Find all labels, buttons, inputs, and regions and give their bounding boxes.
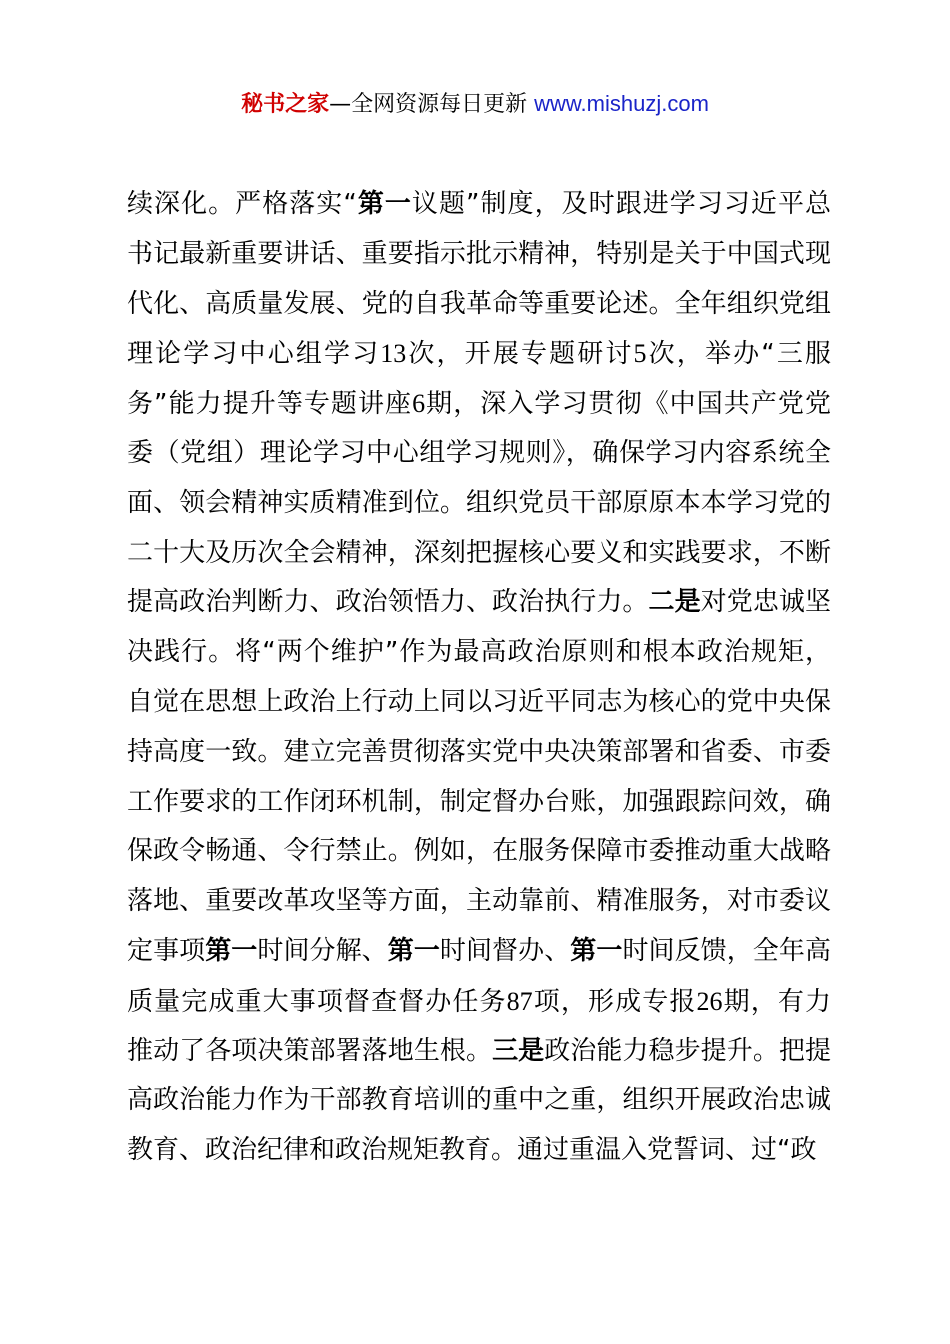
emphasis-text: 第一 <box>387 935 440 966</box>
body-line <box>127 180 831 230</box>
number-text: 6 <box>412 389 426 419</box>
text-run: 决践行。将“两个维护”作为最高政治原则和根本政治规矩， <box>127 637 831 668</box>
site-tagline: —全网资源每日更新 <box>329 92 535 117</box>
text-run: 时间反馈，全年高 <box>622 935 831 966</box>
text-run: 保政令畅通、令行禁止。例如，在服务保障市委推动重大战略 <box>127 836 831 867</box>
text-run: 时间督办、 <box>439 935 571 966</box>
text-run: 次，举办“三服 <box>646 339 831 370</box>
text-run: 理论学习中心组学习 <box>127 339 381 370</box>
text-run: 时间分解、 <box>257 935 388 966</box>
body-line <box>127 977 831 1027</box>
body-line <box>127 628 831 678</box>
body-line <box>127 778 831 828</box>
body-line <box>127 827 831 877</box>
emphasis-text: 第一 <box>205 935 258 966</box>
body-line <box>127 1027 831 1077</box>
number-text: 5 <box>633 339 647 369</box>
body-line <box>127 877 831 927</box>
emphasis-text: 第一 <box>356 189 412 219</box>
text-run: 代化、高质量发展、党的自我革命等重要论述。全年组织党组 <box>127 288 831 319</box>
site-header <box>0 88 950 121</box>
text-run: 推动了各项决策部署落地生根。 <box>127 1035 493 1066</box>
text-run: 对党忠诚坚 <box>700 587 831 618</box>
text-run: 落地、重要改革攻坚等方面，主动靠前、精准服务，对市委议 <box>127 886 831 917</box>
number-text: 87 <box>506 986 533 1016</box>
emphasis-text: 三是 <box>492 1035 545 1066</box>
text-run: 二十大及历次全会精神，深刻把握核心要义和实践要求，不断 <box>127 537 831 568</box>
document-body <box>127 180 831 1176</box>
text-run: 工作要求的工作闭环机制，制定督办台账，加强跟踪问效，确 <box>127 786 831 817</box>
text-run: 项，形成专报 <box>532 986 697 1017</box>
text-run: 教育、政治纪律和政治规矩教育。通过重温入党誓词、过“政 <box>127 1135 817 1166</box>
text-run: 提高政治判断力、政治领悟力、政治执行力。 <box>127 587 649 618</box>
text-run: 持高度一致。建立完善贯彻落实党中央决策部署和省委、市委 <box>127 736 831 767</box>
body-line <box>127 1126 831 1176</box>
text-run: 续深化。严格落实“ <box>127 189 357 219</box>
site-brand: 秘书之家 <box>241 92 330 117</box>
text-run: 质量完成重大事项督查督办任务 <box>127 986 507 1017</box>
text-run: 议题”制度，及时跟进学习习近平总 <box>411 189 831 219</box>
emphasis-text: 二是 <box>648 587 701 618</box>
body-line <box>127 429 831 479</box>
body-line <box>127 927 831 977</box>
text-run: 务”能力提升等专题讲座 <box>127 389 413 420</box>
body-line <box>127 280 831 330</box>
body-line <box>127 379 831 429</box>
text-run: 政治能力稳步提升。把提 <box>544 1035 831 1066</box>
body-line <box>127 1076 831 1126</box>
text-run: 高政治能力作为干部教育培训的重中之重，组织开展政治忠诚 <box>127 1085 831 1116</box>
number-text: 26 <box>696 986 723 1016</box>
site-url-link[interactable]: www.mishuzj.com <box>534 91 709 116</box>
text-run: 自觉在思想上政治上行动上同以习近平同志为核心的党中央保 <box>127 686 831 717</box>
text-run: 定事项 <box>127 935 206 966</box>
body-line <box>127 578 831 628</box>
body-line <box>127 479 831 529</box>
body-line <box>127 329 831 379</box>
emphasis-text: 第一 <box>570 935 623 966</box>
text-run: 面、领会精神实质精准到位。组织党员干部原原本本学习党的 <box>127 487 831 518</box>
text-run: 书记最新重要讲话、重要指示批示精神，特别是关于中国式现 <box>127 238 831 269</box>
body-line <box>127 230 831 280</box>
text-run: 期，深入学习贯彻《中国共产党党 <box>425 389 831 420</box>
body-line <box>127 529 831 579</box>
text-run: 委（党组）理论学习中心组学习规则》，确保学习内容系统全 <box>127 437 831 468</box>
text-run: 期，有力 <box>722 986 831 1017</box>
text-run: 次，开展专题研讨 <box>406 339 634 370</box>
body-line <box>127 728 831 778</box>
number-text: 13 <box>380 339 407 369</box>
body-line <box>127 678 831 728</box>
